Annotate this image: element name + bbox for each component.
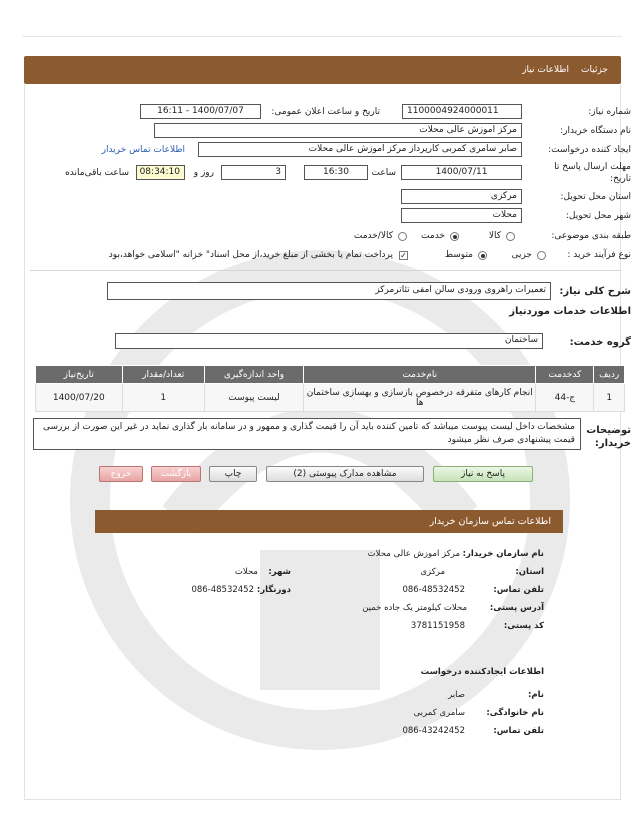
table-header-row (36, 366, 625, 384)
category-goods-label: کالا (488, 231, 501, 241)
announce-field: 1400/07/07 - 16:11 (140, 104, 261, 119)
nav-details[interactable]: جزئیات (581, 65, 608, 75)
announce-label: تاریخ و ساعت اعلان عمومی: (271, 107, 380, 117)
print-button[interactable]: چاپ (209, 466, 257, 482)
need-number-field: 1100004924000011 (402, 104, 522, 119)
creator-name: صابر (448, 690, 465, 700)
exit-button[interactable]: خروج (99, 466, 143, 482)
days-label: روز و (193, 168, 214, 178)
contact-address: محلات کیلومتر یک جاده خمین (362, 603, 467, 613)
col-unit: واحد اندازه‌گیری (204, 366, 303, 384)
province-label: استان محل تحویل: (560, 192, 631, 202)
creator-name-label: نام: (527, 690, 544, 700)
table-row (36, 384, 625, 412)
deadline-hour-field: 16:30 (304, 165, 368, 180)
contact-phone: 086-48532452 (402, 585, 465, 595)
cell-row: 1 (594, 384, 625, 412)
contact-fax-label: دورنگار: (256, 585, 291, 595)
col-row: ردیف (594, 366, 625, 384)
process-label: نوع فرآیند خرید : (567, 250, 631, 260)
contact-city: محلات (234, 567, 258, 577)
process-partial-label: جزیی (511, 250, 532, 260)
col-qty: تعداد/مقدار (122, 366, 204, 384)
payment-checkbox[interactable]: ✓ (400, 251, 407, 260)
attachments-button[interactable]: مشاهده مدارک پیوستی (2) (266, 466, 424, 482)
creator-label: ایجاد کننده درخواست: (548, 145, 631, 155)
cell-date: 1400/07/20 (36, 384, 123, 412)
province-field: مرکزی (401, 189, 522, 204)
col-name: نام‌خدمت (304, 366, 536, 384)
buyer-notes-label: توضیحات خریدار: (586, 425, 631, 449)
buyer-notes-field: مشخصات داخل لیست پیوست میباشد که تامین کننده باید آن را قیمت گذاری و ممهور و در سامانه بار گذاری نماید در غیر این صورت از بررسی قیمت پیشنهادی صرف نظر میشود (33, 418, 581, 450)
category-service-radio[interactable] (450, 232, 459, 241)
category-label: طبقه بندی موضوعی: (551, 231, 631, 241)
contact-postal: 3781151958 (410, 621, 465, 631)
creator-phone-label: تلفن تماس: (493, 726, 544, 736)
category-goods-service-label: کالا/خدمت (353, 231, 393, 241)
col-code: کدخدمت (536, 366, 594, 384)
contact-province-label: استان: (515, 567, 544, 577)
need-number-label: شماره نیاز: (588, 107, 631, 117)
city-label: شهر محل تحویل: (565, 211, 631, 221)
contact-address-label: آدرس پستی: (489, 603, 544, 613)
days-field: 3 (221, 165, 286, 180)
top-divider (22, 36, 622, 37)
creator-field: صابر سامری کمربی کارپرداز مرکز اموزش عالی محلات (198, 142, 522, 157)
city-field: محلات (401, 208, 522, 223)
cell-name: انجام کارهای متفرقه درخصوص بازسازی و بهسازی ساختمان ها (304, 384, 536, 412)
buyer-contact-link[interactable]: اطلاعات تماس خریدار (101, 145, 185, 155)
contact-phone-label: تلفن تماس: (493, 585, 544, 595)
contact-org: مرکز اموزش عالی محلات (367, 549, 460, 559)
creator-family-label: نام خانوادگی: (486, 708, 544, 718)
back-button[interactable]: بازگشت (151, 466, 201, 482)
process-partial-radio[interactable] (537, 251, 546, 260)
page-header (24, 56, 621, 84)
creator-info-title: اطلاعات ایجادکننده درخواست (420, 667, 544, 677)
col-date: تاریخ‌نیاز (36, 366, 123, 384)
deadline-label: مهلت ارسال پاسخ تا تاریخ: (554, 162, 631, 184)
contact-postal-label: کد پستی: (503, 621, 544, 631)
summary-label: شرح کلی نیاز: (559, 286, 631, 297)
deadline-hour-label: ساعت (371, 168, 396, 178)
buyer-org-label: نام دستگاه خریدار: (560, 126, 631, 136)
contact-title: اطلاعات تماس سازمان خریدار (429, 516, 551, 527)
cell-code: ج-44 (536, 384, 594, 412)
group-label: گروه خدمت: (569, 337, 631, 348)
category-service-label: خدمت (421, 231, 445, 241)
cell-qty: 1 (122, 384, 204, 412)
nav-need-info[interactable]: اطلاعات نیاز (522, 65, 569, 75)
remaining-label: ساعت باقی‌مانده (65, 168, 129, 178)
process-medium-radio[interactable] (478, 251, 487, 260)
section-divider (30, 270, 621, 271)
contact-org-label: نام سازمان خریدار: (462, 549, 544, 559)
category-goods-service-radio[interactable] (398, 232, 407, 241)
deadline-date-field: 1400/07/11 (401, 165, 522, 180)
remaining-time-field: 08:34:10 (136, 165, 185, 180)
contact-header (95, 510, 563, 533)
services-table (35, 365, 625, 412)
contact-fax: 086-48532452 (191, 585, 254, 595)
services-title: اطلاعات خدمات موردنیاز (509, 306, 631, 317)
summary-field: تعمیرات راهروی ورودی سالن امفی تئاترمرکز (107, 282, 551, 300)
contact-city-label: شهر: (268, 567, 291, 577)
buyer-org-field: مرکز اموزش عالی محلات (154, 123, 522, 138)
creator-phone: 086-43242452 (402, 726, 465, 736)
payment-note: پرداخت تمام یا بخشی از مبلغ خرید،از محل اسناد" خزانه "اسلامی خواهد،بود (108, 250, 393, 260)
reply-button[interactable]: پاسخ به نیاز (433, 466, 533, 482)
category-goods-radio[interactable] (506, 232, 515, 241)
process-medium-label: متوسط (444, 250, 473, 260)
contact-province: مرکزی (420, 567, 445, 577)
group-field: ساختمان (115, 333, 543, 349)
creator-family: سامری کمربی (413, 708, 465, 718)
cell-unit: لیست پیوست (204, 384, 303, 412)
